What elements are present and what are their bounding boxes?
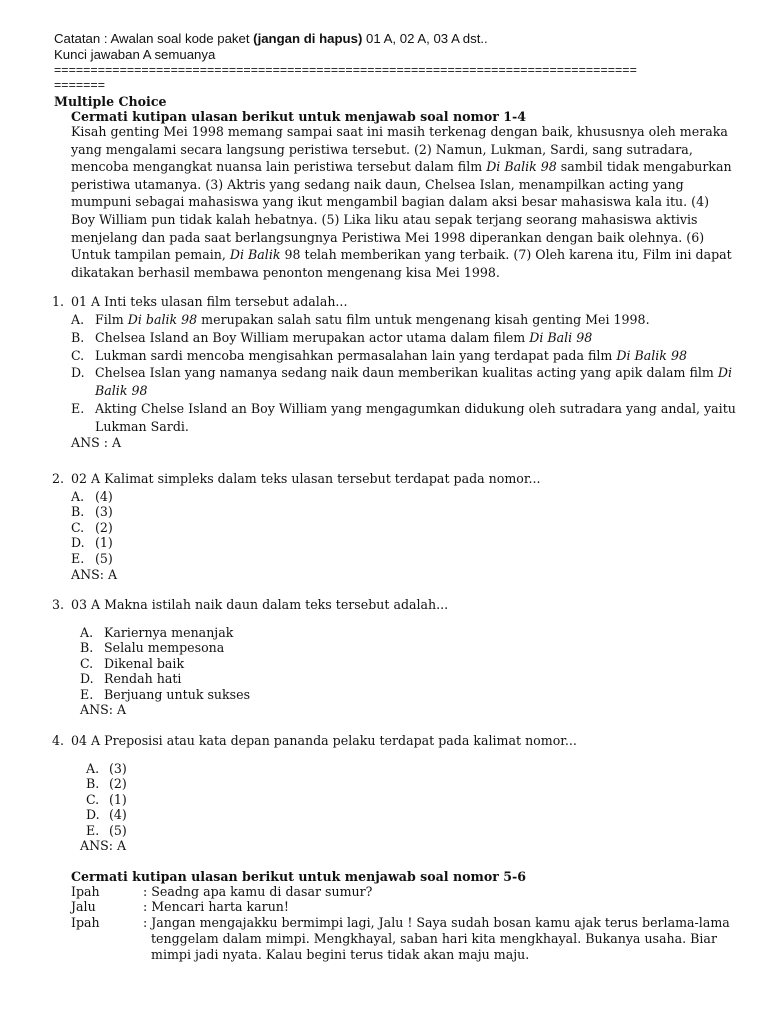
passage1-instruction: Cermati kutipan ulasan berikut untuk menjawab soal nomor 1-4 [71,109,527,124]
option-text: (1) [109,791,127,807]
option-text [95,311,650,328]
text-segment: menjelang dan pada saat berlangsungnya Peristiwa Mei 1998 diperankan dengan baik olehnya. (6) [71,229,705,245]
option-letter: C. [71,519,85,535]
dialogue-speaker: Ipah [71,884,100,899]
option-text: Dikenal baik [104,655,185,671]
option-letter: A. [71,312,85,327]
option-text: (2) [95,519,113,535]
option-letter: B. [86,776,100,792]
passage-line [71,211,731,229]
option-text [95,418,189,435]
option-text: (1) [95,535,113,551]
text-segment: Chelsea Islan yang namanya sedang naik daun memberikan kualitas acting yang apik dalam film [95,365,718,380]
text-segment: Film [95,312,128,327]
text-segment: dikatakan berhasil membawa penonton mengenang kisa Mei 1998. [71,264,500,280]
dialogue-line: : Mencari harta karun! [143,899,289,914]
option-letter: A. [86,761,100,776]
passage-line [71,158,731,176]
answer-key-note: Kunci jawaban A semuanya [54,47,216,62]
question-text: 04 A Preposisi atau kata depan pananda pelaku terdapat pada kalimat nomor... [71,733,577,748]
option-text: (4) [95,489,113,504]
option-text: Rendah hati [104,671,182,687]
separator-line: ================================================================================ [54,63,637,77]
film-title-italic: Balik 98 [95,382,148,398]
answer-label: ANS: A [80,838,127,853]
film-title-italic: Di Balik 98 [616,348,687,363]
answer-label: ANS: A [71,567,118,582]
option-letter: D. [71,535,85,551]
question-number: 4. [52,733,65,748]
option-letter: E. [80,686,94,702]
text-segment: Kisah genting Mei 1998 memang sampai saat ini masih terkenag dengan baik, khususnya oleh meraka [71,124,728,139]
section-title: Multiple Choice [54,94,167,109]
passage-line [71,264,731,282]
text-segment: Akting Chelse Island an Boy William yang mengagumkan didukung oleh sutradara yang andal, yaitu [95,401,736,416]
text-segment: Lukman Sardi. [95,418,189,434]
passage-line [71,141,731,159]
question-number: 2. [52,471,65,486]
film-title-italic: Di Balik [229,247,281,263]
passage1-text [71,123,731,281]
option-letter: C. [80,655,94,671]
text-segment: 98 telah memberikan yang terbaik. (7) Oleh karena itu, Film ini dapat [280,247,732,263]
option-text: (5) [109,822,127,838]
dialogue-line: : Jangan mengajakku bermimpi lagi, Jalu ! Saya sudah bosan kamu ajak terus berlama-lama [143,915,730,930]
passage-line [71,246,731,264]
option-letter: B. [80,640,94,656]
header-note [54,30,488,47]
answer-label: ANS: A [80,702,127,717]
question-text: 03 A Makna istilah naik daun dalam teks tersebut adalah... [71,597,449,612]
text-segment: Boy William pun tidak kalah hebatnya. (5) Lika liku atau sepak terjang seorang mahasiswa aktivis [71,211,698,227]
text-segment: mumpuni sebagai mahasiswa yang ikut mengambil bagian dalam aksi besar mahasiswa kala itu. (4) [71,194,709,210]
film-title-italic: Di Bali 98 [529,330,593,345]
separator-line-wrap: ======= [54,78,106,92]
text-segment: sambil tidak mengaburkan [556,159,732,175]
option-text [95,329,592,346]
option-letter: B. [71,330,85,345]
option-text: (4) [109,807,127,823]
option-text [95,382,147,399]
passage2-instruction: Cermati kutipan ulasan berikut untuk menjawab soal nomor 5-6 [71,869,527,884]
film-title-italic: Di balik 98 [127,312,198,327]
passage-line [71,123,731,141]
passage-line [71,193,731,211]
option-text [95,400,736,417]
option-letter: C. [86,791,100,807]
option-letter: B. [71,504,85,520]
option-text: (5) [95,550,113,566]
dialogue-speaker: Ipah [71,915,100,930]
passage-line [71,229,731,247]
option-letter: D. [71,365,85,380]
question-number: 3. [52,597,65,612]
option-letter: D. [86,807,100,823]
text-segment: Chelsea Island an Boy William merupakan actor utama dalam filem [95,330,530,345]
option-letter: E. [71,401,85,416]
question-text: 01 A Inti teks ulasan film tersebut adalah... [71,294,348,309]
dialogue-speaker: Jalu [71,899,96,914]
option-letter: A. [71,489,85,504]
text-segment: mencoba mengangkat nuansa lain peristiwa tersebut dalam film [71,159,487,175]
question-text: 02 A Kalimat simpleks dalam teks ulasan tersebut terdapat pada nomor... [71,471,541,486]
dialogue-line: tenggelam dalam mimpi. Mengkhayal, saban hari kita mengkhayal. Bukanya usaha. Biar [151,931,717,946]
option-letter: A. [80,625,94,640]
header-note-prefix: Catatan : Awalan soal kode paket [54,31,254,46]
option-letter: E. [86,822,100,838]
option-letter: C. [71,348,85,363]
option-text: (2) [109,776,127,792]
option-letter: E. [71,550,85,566]
header-note-bold: (jangan di hapus) [253,31,363,46]
text-segment: merupakan salah satu film untuk mengenang kisah genting Mei 1998. [197,312,650,327]
answer-label: ANS : A [71,435,122,450]
passage-line [71,176,731,194]
option-text: (3) [95,504,113,520]
film-title-italic: Di [717,365,732,380]
question-number: 1. [52,294,65,309]
option-text [95,347,687,364]
option-text: Berjuang untuk sukses [104,686,251,702]
option-text [95,364,732,381]
header-note-suffix: 01 A, 02 A, 03 A dst.. [362,31,488,46]
dialogue-line: mimpi jadi nyata. Kalau begini terus tidak akan maju maju. [151,947,530,962]
text-segment: yang mengalami secara langsung peristiwa tersebut. (2) Namun, Lukman, Sardi, sang sutradara, [71,141,693,157]
option-text: (3) [109,761,127,776]
text-segment: peristiwa utamanya. (3) Aktris yang sedang naik daun, Chelsea Islan, menampilkan acting yang [71,176,684,192]
text-segment: Lukman sardi mencoba mengisahkan permasalahan lain yang terdapat pada film [95,348,617,363]
text-segment: Untuk tampilan pemain, [71,247,230,263]
option-text: Kariernya menanjak [104,625,234,640]
option-letter: D. [80,671,94,687]
dialogue-line: : Seadng apa kamu di dasar sumur? [143,884,373,899]
film-title-italic: Di Balik 98 [486,159,557,175]
option-text: Selalu mempesona [104,640,225,656]
